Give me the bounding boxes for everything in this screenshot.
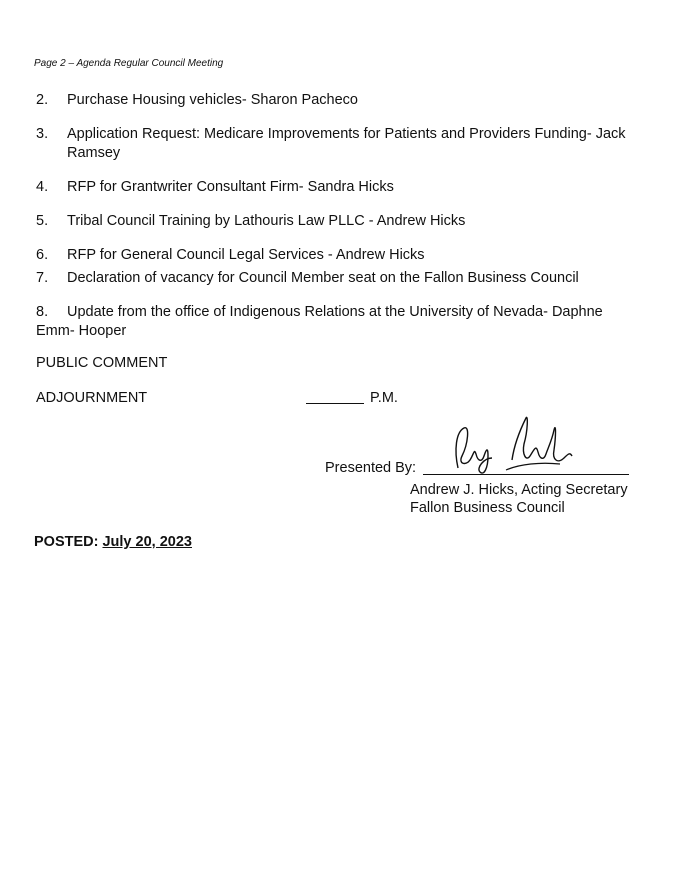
- signature-image: [440, 410, 590, 482]
- item-text-continuation: Ramsey: [67, 145, 121, 161]
- page-header: Page 2 – Agenda Regular Council Meeting: [34, 58, 224, 69]
- item-text: Tribal Council Training by Lathouris Law PLLC - Andrew Hicks: [67, 213, 466, 229]
- agenda-item-5: [36, 212, 656, 231]
- signer-block: [410, 481, 628, 517]
- agenda-item-8: [36, 303, 656, 341]
- posted-date: July 20, 2023: [102, 534, 192, 550]
- posted-separator: :: [93, 534, 103, 550]
- item-text: RFP for General Council Legal Services - Andrew Hicks: [67, 247, 425, 263]
- posted-label: POSTED: [34, 534, 94, 550]
- adjournment-heading: ADJOURNMENT: [36, 390, 148, 406]
- item-number: 4.: [36, 179, 49, 195]
- item-text: Declaration of vacancy for Council Member seat on the Fallon Business Council: [67, 270, 579, 286]
- posted-line: [34, 534, 192, 550]
- item-number: 7.: [36, 270, 49, 286]
- presented-by-label: Presented By:: [325, 460, 417, 476]
- signer-organization: Fallon Business Council: [410, 500, 565, 516]
- agenda-item-6: [36, 246, 656, 265]
- agenda-item-4: [36, 178, 656, 197]
- adjournment-time-blank: [306, 403, 364, 404]
- item-text: Application Request: Medicare Improvements for Patients and Providers Funding- Jack: [67, 126, 626, 142]
- item-text: Update from the office of Indigenous Relations at the University of Nevada- Daphne: [67, 304, 603, 320]
- item-number: 5.: [36, 213, 49, 229]
- item-text-continuation: Emm- Hooper: [36, 323, 127, 339]
- item-number: 6.: [36, 247, 49, 263]
- adjournment-time: [306, 390, 398, 406]
- public-comment-heading: PUBLIC COMMENT: [36, 355, 168, 371]
- signer-name: Andrew J. Hicks, Acting Secretary: [410, 482, 628, 498]
- agenda-item-7: [36, 269, 656, 288]
- item-text: RFP for Grantwriter Consultant Firm- Sandra Hicks: [67, 179, 394, 195]
- item-number: 8.: [36, 304, 49, 320]
- item-number: 3.: [36, 126, 49, 142]
- item-text: Purchase Housing vehicles- Sharon Pacheco: [67, 92, 358, 108]
- agenda-item-3: [36, 125, 656, 163]
- item-number: 2.: [36, 92, 49, 108]
- agenda-item-2: [36, 91, 656, 110]
- adjournment-time-suffix: P.M.: [370, 390, 398, 406]
- signature-line: [423, 474, 629, 475]
